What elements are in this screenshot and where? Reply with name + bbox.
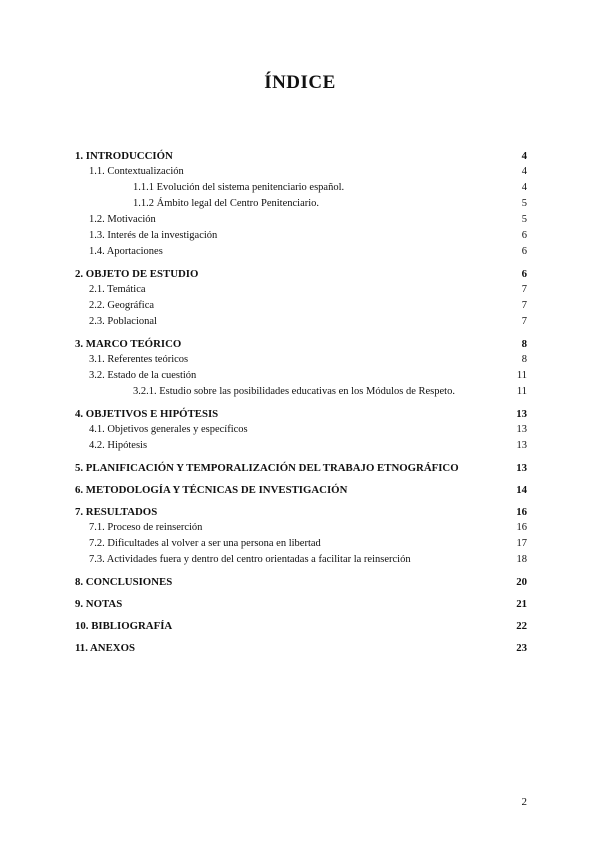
toc-entry-label: 1. INTRODUCCIÓN <box>75 150 173 162</box>
toc-entry-page: 14 <box>516 484 527 496</box>
toc-entry-label: 3.2. Estado de la cuestión <box>89 370 197 381</box>
toc-entry-hipotesis[interactable] <box>75 438 527 454</box>
toc-entry-label: 9. NOTAS <box>75 598 123 610</box>
toc-entry-label: 5. PLANIFICACIÓN Y TEMPORALIZACIÓN DEL TRABAJO ETNOGRÁFICO <box>75 462 459 474</box>
toc-entry-page: 4 <box>521 182 527 193</box>
toc-entry-resultados[interactable] <box>75 504 527 520</box>
toc-entry-notas[interactable] <box>75 596 527 612</box>
toc-entry-page: 13 <box>516 408 527 420</box>
toc-entry-label: 2.1. Temática <box>89 284 146 295</box>
toc-entry-label: 11. ANEXOS <box>75 642 135 654</box>
toc-entry-metodologia[interactable] <box>75 482 527 498</box>
toc-entry-page: 7 <box>521 316 527 327</box>
toc-entry-label: 4.2. Hipótesis <box>89 440 148 451</box>
toc-entry-planificacion[interactable] <box>75 460 527 476</box>
toc-entry-label: 3. MARCO TEÓRICO <box>75 338 182 350</box>
toc-entry-anexos[interactable] <box>75 640 527 656</box>
toc-entry-estudio-modulos[interactable] <box>75 384 527 400</box>
toc-entry-page: 6 <box>521 230 527 241</box>
toc-entry-label: 7. RESULTADOS <box>75 506 158 518</box>
toc-entry-introduccion[interactable] <box>75 148 527 164</box>
toc-entry-page: 16 <box>516 506 527 518</box>
toc-entry-label: 1.3. Interés de la investigación <box>89 230 218 241</box>
toc-entry-label: 7.2. Dificultades al volver a ser una persona en libertad <box>89 538 321 549</box>
toc-entry-label: 2.2. Geográfica <box>89 300 155 311</box>
toc-entry-objeto-estudio[interactable] <box>75 266 527 282</box>
toc-entry-label: 1.1.2 Ámbito legal del Centro Penitenciario. <box>133 198 320 209</box>
toc-entry-contextualizacion[interactable] <box>75 164 527 180</box>
toc-entry-label: 8. CONCLUSIONES <box>75 576 173 588</box>
toc-entry-page: 6 <box>521 246 527 257</box>
toc-entry-page: 5 <box>521 198 527 209</box>
page-title: ÍNDICE <box>264 72 336 93</box>
toc-entry-page: 8 <box>521 354 527 365</box>
toc-entry-label: 2. OBJETO DE ESTUDIO <box>75 268 199 280</box>
toc-entry-label: 7.3. Actividades fuera y dentro del centro orientadas a facilitar la reinserción <box>89 554 411 565</box>
toc-entry-page: 11 <box>516 386 527 397</box>
toc-entry-proceso-reinsercion[interactable] <box>75 520 527 536</box>
toc-entry-page: 21 <box>516 598 527 610</box>
toc-entry-interes[interactable] <box>75 228 527 244</box>
toc-entry-objetivos[interactable] <box>75 422 527 438</box>
toc-entry-page: 16 <box>516 522 527 533</box>
toc-entry-page: 17 <box>516 538 527 549</box>
toc-entry-page: 5 <box>521 214 527 225</box>
toc-entry-page: 4 <box>521 166 527 177</box>
toc-entry-label: 1.2. Motivación <box>89 214 156 225</box>
toc-entry-label: 6. METODOLOGÍA Y TÉCNICAS DE INVESTIGACIÓN <box>75 484 348 496</box>
toc-entry-page: 13 <box>516 440 527 451</box>
toc-entry-label: 3.2.1. Estudio sobre las posibilidades educativas en los Módulos de Respeto. <box>133 386 455 397</box>
toc-entry-evolucion[interactable] <box>75 180 527 196</box>
toc-entry-estado-cuestion[interactable] <box>75 368 527 384</box>
toc-entry-marco-teorico[interactable] <box>75 336 527 352</box>
toc-entry-geografica[interactable] <box>75 298 527 314</box>
page-number: 2 <box>521 796 527 808</box>
toc-entry-page: 23 <box>516 642 527 654</box>
toc-entry-poblacional[interactable] <box>75 314 527 330</box>
toc-entry-page: 7 <box>521 284 527 295</box>
toc-entry-label: 7.1. Proceso de reinserción <box>89 522 203 533</box>
toc-entry-page: 7 <box>521 300 527 311</box>
toc-entry-label: 1.1.1 Evolución del sistema penitenciario español. <box>133 182 345 193</box>
toc-entry-aportaciones[interactable] <box>75 244 527 260</box>
toc-entry-label: 1.1. Contextualización <box>89 166 184 177</box>
toc-entry-bibliografia[interactable] <box>75 618 527 634</box>
toc-entry-label: 4. OBJETIVOS E HIPÓTESIS <box>75 408 219 420</box>
toc-entry-label: 4.1. Objetivos generales y específicos <box>89 424 248 435</box>
table-of-contents <box>75 148 527 656</box>
toc-entry-tematica[interactable] <box>75 282 527 298</box>
toc-entry-page: 20 <box>516 576 527 588</box>
toc-entry-dificultades[interactable] <box>75 536 527 552</box>
toc-entry-label: 1.4. Aportaciones <box>89 246 163 257</box>
toc-entry-label: 2.3. Poblacional <box>89 316 157 327</box>
toc-entry-page: 22 <box>516 620 527 632</box>
toc-entry-page: 13 <box>516 424 527 435</box>
toc-entry-page: 11 <box>516 370 527 381</box>
toc-entry-conclusiones[interactable] <box>75 574 527 590</box>
toc-entry-label: 10. BIBLIOGRAFÍA <box>75 620 173 632</box>
toc-entry-page: 6 <box>521 268 527 280</box>
toc-entry-motivacion[interactable] <box>75 212 527 228</box>
toc-entry-objetivos-hipotesis[interactable] <box>75 406 527 422</box>
toc-entry-page: 18 <box>516 554 527 565</box>
toc-entry-referentes[interactable] <box>75 352 527 368</box>
toc-entry-actividades[interactable] <box>75 552 527 568</box>
toc-entry-page: 13 <box>516 462 527 474</box>
toc-entry-label: 3.1. Referentes teóricos <box>89 354 189 365</box>
toc-entry-page: 4 <box>521 150 527 162</box>
toc-entry-page: 8 <box>521 338 527 350</box>
toc-entry-ambito-legal[interactable] <box>75 196 527 212</box>
